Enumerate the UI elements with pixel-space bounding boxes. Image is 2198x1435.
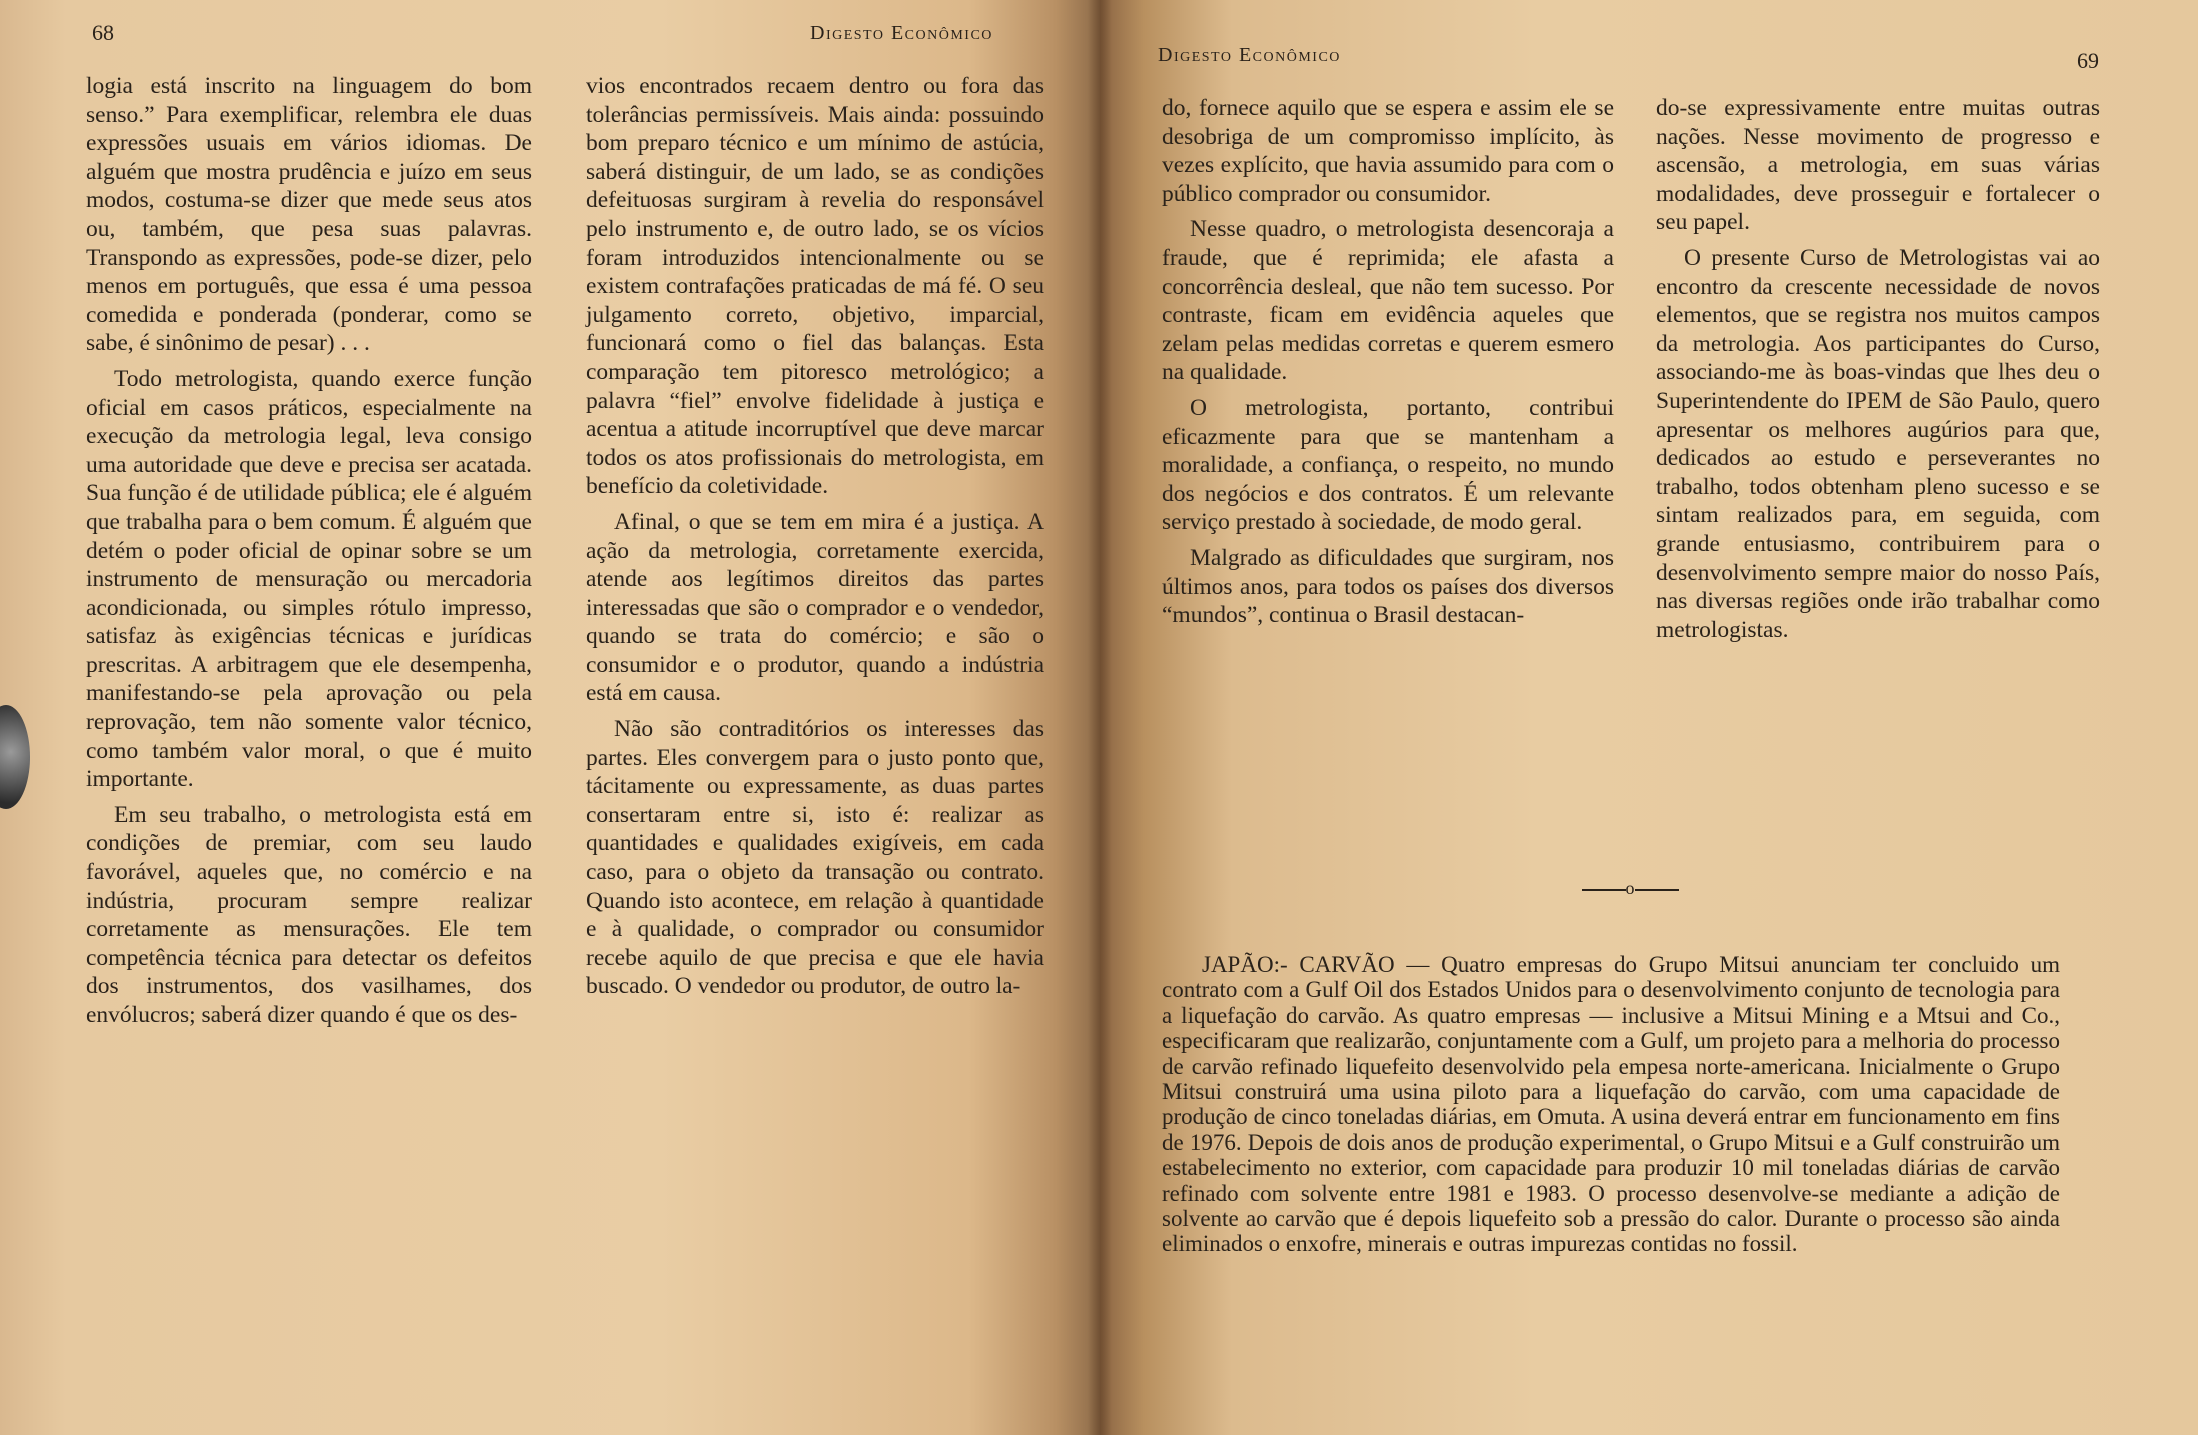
right-column-2 [1656,94,2100,644]
left-column-1 [86,72,532,1030]
book-spine [1088,0,1112,1435]
paragraph: vios encontrados recaem dentro ou fora das tolerâncias permissíveis. Mais ainda: possuindo bom preparo técnico e um mínimo de astúcia, saberá distinguir, de um lado, se as condições defeituosas surgiram à revelia do responsável pelo instrumento e, de outro lado, se os vícios foram introduzidos intencionalmente ou se existem contrafações praticadas de má fé. O seu julgamento correto, objetivo, imparcial, funcionará como o fiel das balanças. Esta comparação tem pitoresco metrológico; a palavra “fiel” envolve fidelidade à justiça e acentua a atitude incorruptível que deve marcar todos os atos profissionais do metrologista, em benefício da coletividade. [586,73,1044,500]
paragraph: do, fornece aquilo que se espera e assim ele se desobriga de um compromisso implícito, às vezes explícito, que havia assumido para com o público comprador ou consumidor. [1162,95,1614,207]
news-item-japan-coal [1162,952,2060,1257]
paragraph: O metrologista, portanto, contribui eficazmente para que se mantenham a moralidade, a confiança, o respeito, no mundo dos negócios e dos contratos. É um relevante serviço prestado à sociedade, de modo geral. [1162,394,1614,536]
paragraph: Todo metrologista, quando exerce função oficial em casos práticos, especialmente na execução da metrologia legal, leva consigo uma autoridade que deve e precisa ser acatada. Sua função é de utilidade pública; ele é alguém que trabalha para o bem comum. É alguém que detém o poder oficial de opinar sobre se um instrumento de mensuração ou mercadoria acondicionada, ou simples rótulo impresso, satisfaz às exigências técnicas e jurídicas prescritas. A arbitragem que ele desempenha, manifestando-se pela aprovação ou pela reprovação, tem não somente valor técnico, como também valor moral, o que é muito importante. [86,365,532,793]
paragraph: logia está inscrito na linguagem do bom senso.” Para exemplificar, relembra ele duas expressões usuais em vários idiomas. De alguém que mostra prudência e juízo em seus modos, costuma-se dizer que mede seus atos ou, também, que pesa suas palavras. Transpondo as expressões, pode-se dizer, pelo menos em português, que essa é uma pessoa comedida e ponderada (ponderar, como se sabe, é sinônimo de pesar) . . . [86,73,532,357]
paragraph: Malgrado as dificuldades que surgiram, nos últimos anos, para todos os países dos diversos “mundos”, continua o Brasil destacan- [1162,544,1614,629]
paragraph: Nesse quadro, o metrologista desencoraja a fraude, que é reprimida; ele afasta a concorrência desleal, que não tem sucesso. Por contraste, ficam em evidência aqueles que zelam pelas medidas corretas e querem esmero na qualidade. [1162,216,1614,386]
binding-hole [0,705,30,809]
section-divider [1570,878,1690,899]
paragraph: do-se expressivamente entre muitas outras nações. Nesse movimento de progresso e ascensão, a metrologia, em suas várias modalidades, deve prosseguir e fortalecer o seu papel. [1656,95,2100,236]
divider-mark: o [1625,878,1635,898]
paragraph: Não são contraditórios os interesses das partes. Eles convergem para o justo ponto que, tácitamente ou expressamente, as duas partes consertaram entre si, isto é: realizar as quantidades e qualidades exigíveis, em cada caso, para o objeto da transação ou contrato. Quando isto acontece, em relação à quantidade e à qualidade, o comprador ou consumidor recebe aquilo de que precisa e que ele havia buscado. O vendedor ou produtor, de outro la- [586,716,1044,1000]
left-column-2 [586,72,1044,1001]
paragraph: Em seu trabalho, o metrologista está em condições de premiar, com seu laudo favorável, aqueles que, no comércio e na indústria, procuram sempre realizar corretamente as mensurações. Ele tem competência técnica para detectar os defeitos dos instrumentos, dos vasilhames, dos envólucros; saberá dizer quando é que os des- [86,801,532,1028]
page-number-right: 69 [2077,48,2099,73]
right-column-1 [1162,94,1614,630]
paragraph: O presente Curso de Metrologistas vai ao encontro da crescente necessidade de novos elementos, que se registra nos muitos campos da metrologia. Aos participantes do Curso, associando-me às boas-vindas que lhes deu o Superintendente do IPEM de São Paulo, quero apresentar os melhores augúrios para que, dedicados ao estudo e perseverantes no trabalho, todos obtenham pleno sucesso e se sintam realizados para, em seguida, com grande entusiasmo, contribuirem para o desenvolvimento sempre maior do nosso País, nas diversas regiões onde irão trabalhar como metrologistas. [1656,244,2100,643]
news-paragraph: JAPÃO:- CARVÃO — Quatro empresas do Grupo Mitsui anunciam ter concluido um contrato com a Gulf Oil dos Estados Unidos para o desenvolvimento conjunto de tecnologia para a liquefação do carvão. As quatro empresas — inclusive a Mitsui Mining e a Mtsui and Co., especificaram que realizarão, conjuntamente com a Gulf, um projeto para a melhoria do processo de carvão refinado liquefeito desenvolvido pela empesa norte-americana. Inicialmente o Grupo Mitsui construirá uma usina piloto para a liquefação do carvão, com uma capacidade de produção de cinco toneladas diárias, em Omuta. A usina deverá entrar em funcionamento em fins de 1976. Depois de dois anos de produção experimental, o Grupo Mitsui e a Gulf construirão um estabelecimento no exterior, com capacidade para produzir 10 mil toneladas diárias de carvão refinado com solvente entre 1981 e 1983. O processo desenvolve-se mediante a adição de solvente ao carvão que é depois liquefeito sob a pressão do calor. Durante o processo são ainda eliminados o enxofre, minerais e outras impurezas contidas no fossil. [1162,952,2060,1257]
paragraph: Afinal, o que se tem em mira é a justiça. A ação da metrologia, corretamente exercida, atende aos legítimos direitos das partes interessadas que são o comprador e o vendedor, quando se trata do comércio; e são o consumidor e o produtor, quando a indústria está em causa. [586,508,1044,707]
running-head-left: Digesto Econômico [810,22,993,44]
running-head-right: Digesto Econômico [1158,44,1341,66]
page-number-left: 68 [92,20,114,45]
